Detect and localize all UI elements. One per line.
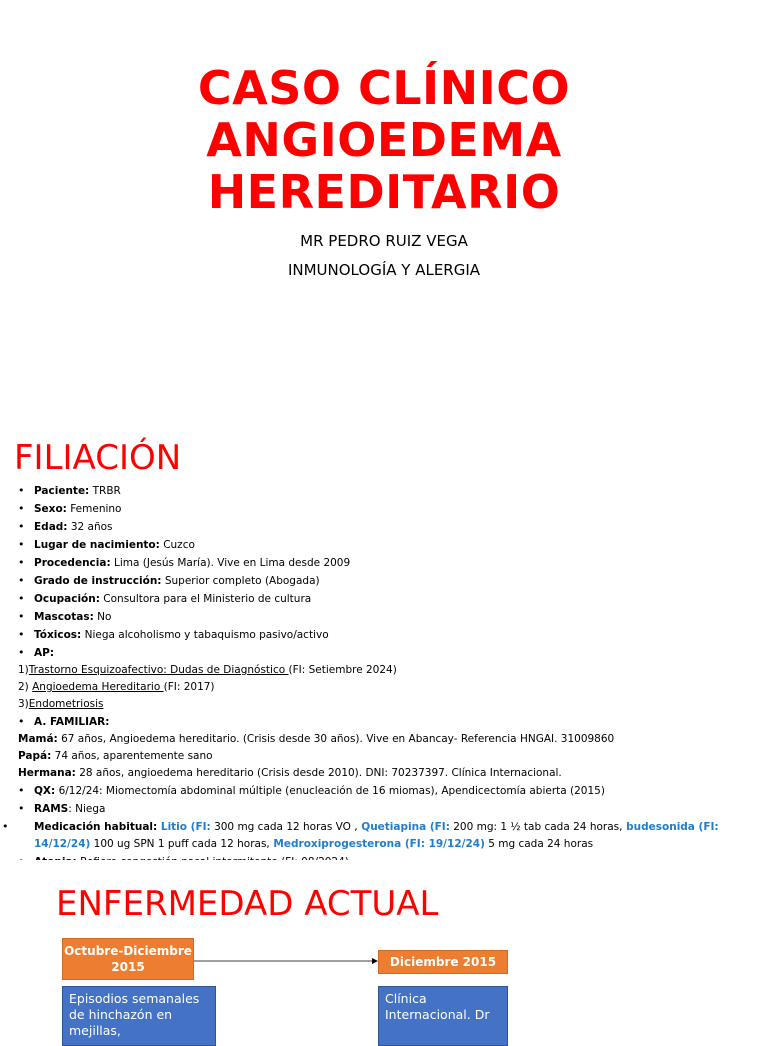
item-value: 74 años, aparentemente sano [51, 750, 213, 762]
item-value: Consultora para el Ministerio de cultura [99, 593, 312, 605]
dose-quetiapina: 200 mg: 1 ½ tab cada 24 horas, [449, 821, 623, 833]
timeline-date-2: Diciembre 2015 [378, 950, 508, 974]
item-label: QX: [34, 785, 56, 797]
list-item-paciente [18, 482, 758, 500]
ap-diagnosis: Angioedema Hereditario [32, 681, 164, 693]
item-label: Paciente: [34, 485, 90, 497]
list-item-familiar [18, 713, 758, 731]
item-value: Lima (Jesús María). Vive en Lima desde 2009 [110, 557, 351, 569]
department-name: INMUNOLOGÍA Y ALERGIA [287, 261, 481, 279]
presentation-title [0, 62, 768, 218]
list-item-instruccion [18, 572, 758, 590]
list-item-edad [18, 518, 758, 536]
ap-prefix: 1) [18, 664, 29, 676]
item-label: Hermana: [18, 767, 76, 779]
family-papa [18, 748, 758, 765]
item-value: 6/12/24: Miomectomía abdominal múltiple (enucleación de 16 miomas), Apendicectomía abierta (2015) [55, 785, 605, 797]
item-value: : Niega [68, 803, 106, 815]
item-label: Procedencia: [34, 557, 111, 569]
list-item-toxicos [18, 626, 758, 644]
dose-medroxiprogesterona: 5 mg cada 24 horas [484, 838, 594, 850]
item-label: Papá: [18, 750, 52, 762]
item-value: Superior completo (Abogada) [161, 575, 320, 587]
family-hermana [18, 765, 758, 782]
title-line-3: HEREDITARIO [207, 165, 561, 219]
ap-item-1 [18, 662, 758, 679]
item-label: RAMS [34, 803, 69, 815]
list-item-medicacion [18, 818, 758, 853]
item-label: Mamá: [18, 733, 58, 745]
filiacion-heading: FILIACIÓN [14, 438, 182, 478]
list-item-rams [18, 800, 758, 818]
item-label: Tóxicos: [34, 629, 82, 641]
list-item-mascotas [18, 608, 758, 626]
ap-prefix: 3) [18, 698, 29, 710]
list-item-procedencia [18, 554, 758, 572]
item-value: TRBR [89, 485, 121, 497]
timeline-date-1: Octubre-Diciembre 2015 [62, 938, 194, 980]
drug-budesonida: budesonida (FI: 14/12/24) [34, 821, 719, 850]
item-value: Cuzco [159, 539, 195, 551]
item-value: 67 años, Angioedema hereditario. (Crisis desde 30 años). Vive en Abancay- Referencia HNGAI. 31009860 [57, 733, 615, 745]
title-line-1: CASO CLÍNICO [197, 61, 571, 115]
ap-diagnosis: Trastorno Esquizoafectivo: Dudas de Diagnóstico [28, 664, 289, 676]
timeline-text-1: Episodios semanales de hinchazón en mejillas, [62, 986, 216, 1046]
author-name: MR PEDRO RUIZ VEGA [300, 232, 468, 250]
item-label: Lugar de nacimiento: [34, 539, 160, 551]
item-value: Femenino [66, 503, 122, 515]
item-label: AP: [34, 647, 55, 659]
title-slide [0, 0, 768, 420]
drug-quetiapina: Quetiapina (FI: [357, 821, 450, 833]
item-value: No [93, 611, 112, 623]
item-value: 32 años [67, 521, 113, 533]
timeline-arrow [194, 956, 380, 966]
ap-item-3 [18, 696, 758, 713]
list-item-ocupacion [18, 590, 758, 608]
item-label: Edad: [34, 521, 68, 533]
list-item-ap [18, 644, 758, 662]
ap-date: (FI: 2017) [163, 681, 215, 693]
item-label: Sexo: [34, 503, 67, 515]
ap-item-2 [18, 679, 758, 696]
dose-budesonida: 100 ug SPN 1 puff cada 12 horas, [90, 838, 270, 850]
list-item-qx [18, 782, 758, 800]
ap-prefix: 2) [18, 681, 33, 693]
filiacion-list [18, 482, 758, 871]
title-line-2: ANGIOEDEMA [206, 113, 562, 167]
item-value: Niega alcoholismo y tabaquismo pasivo/activo [81, 629, 329, 641]
enfermedad-actual-slide [0, 860, 768, 1038]
item-label: Ocupación: [34, 593, 100, 605]
enfermedad-heading: ENFERMEDAD ACTUAL [56, 884, 439, 924]
family-mama [18, 731, 758, 748]
item-label: Grado de instrucción: [34, 575, 162, 587]
list-item-sexo [18, 500, 758, 518]
timeline-text-2: Clínica Internacional. Dr [378, 986, 508, 1046]
item-value: 28 años, angioedema hereditario (Crisis desde 2010). DNI: 70237397. Clínica Internacional. [75, 767, 562, 779]
dose-litio: 300 mg cada 12 horas VO , [210, 821, 358, 833]
filiacion-slide [0, 420, 768, 860]
item-label: A. FAMILIAR: [34, 716, 110, 728]
item-label: Mascotas: [34, 611, 94, 623]
ap-date: (FI: Setiembre 2024) [288, 664, 397, 676]
drug-medroxiprogesterona: Medroxiprogesterona (FI: 19/12/24) [269, 838, 485, 850]
ap-diagnosis: Endometriosis [28, 698, 104, 710]
drug-litio: Litio (FI: [157, 821, 211, 833]
item-label: Medicación habitual: [34, 821, 158, 833]
list-item-nacimiento [18, 536, 758, 554]
